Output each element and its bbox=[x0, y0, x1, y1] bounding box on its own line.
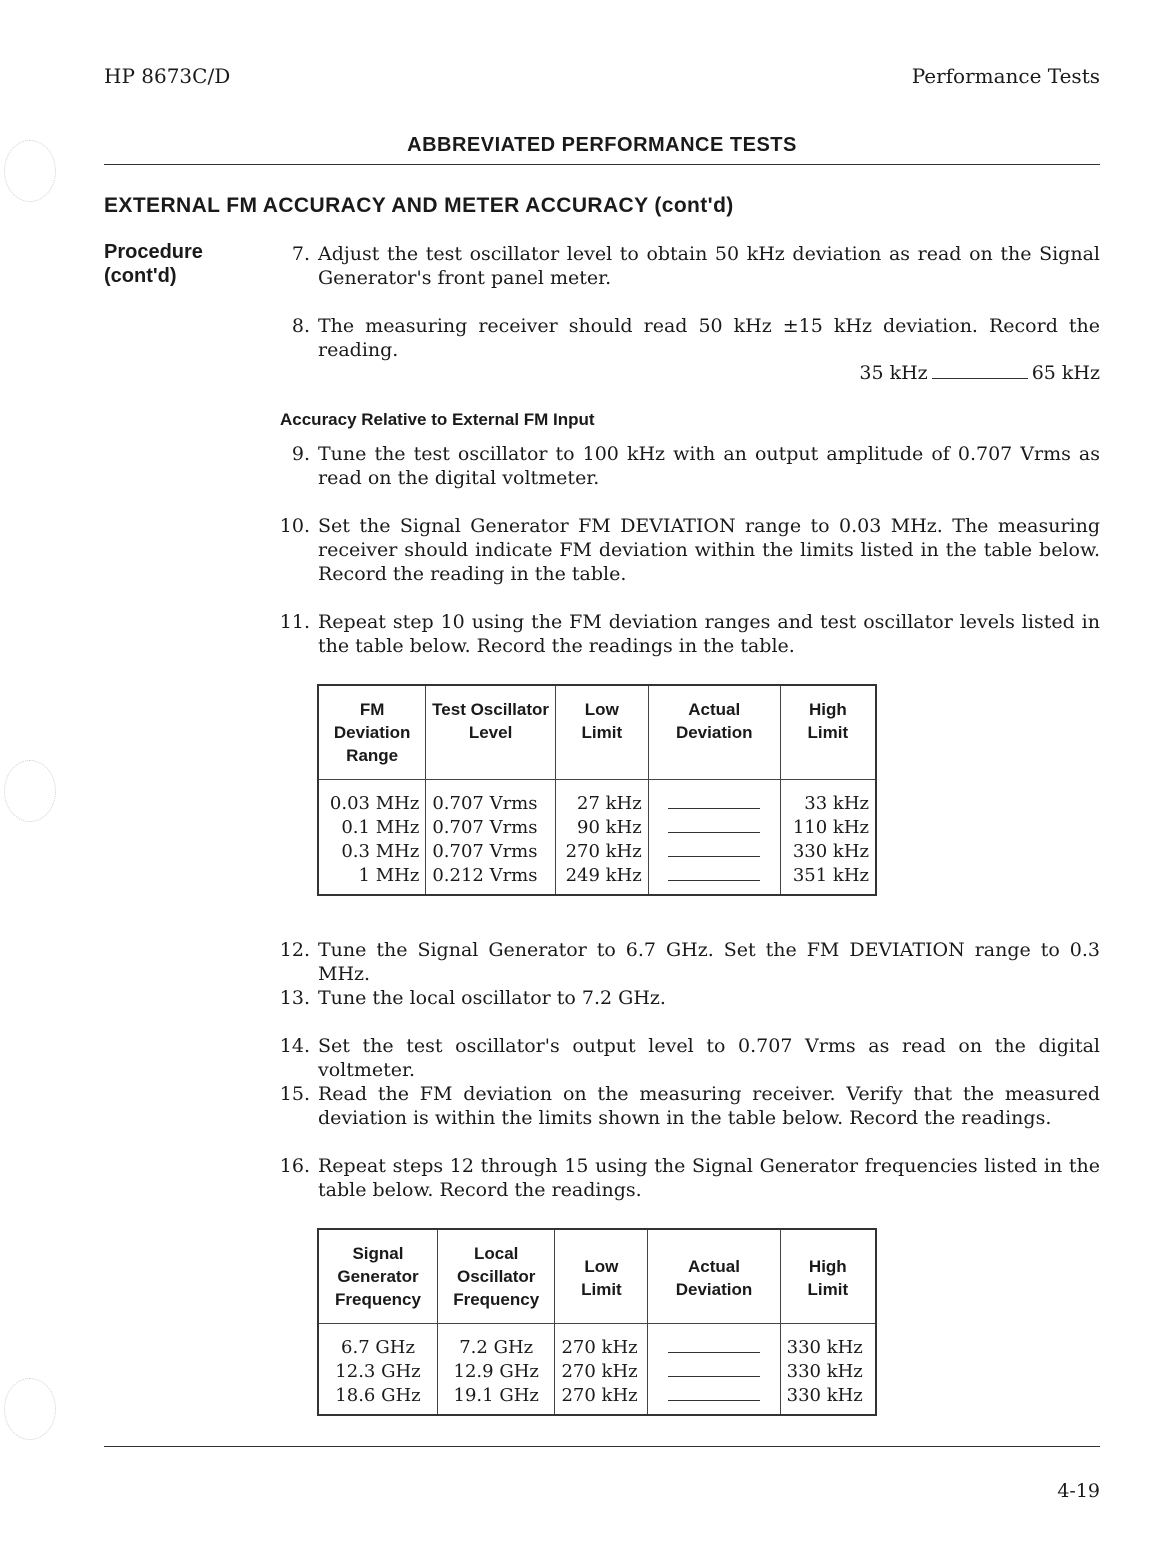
step-number: 12. bbox=[279, 939, 310, 961]
table-cell: 330 kHz bbox=[780, 840, 876, 864]
column-header: Low Limit bbox=[555, 1229, 648, 1323]
table-cell: 330 kHz bbox=[780, 1384, 876, 1415]
record-cell[interactable] bbox=[648, 1384, 780, 1415]
step-15 bbox=[278, 1082, 1100, 1130]
table-cell: 1 MHz bbox=[358, 864, 420, 886]
table-cell: 0.707 Vrms bbox=[426, 779, 556, 816]
step-14 bbox=[278, 1034, 1100, 1082]
table-cell: 90 kHz bbox=[555, 816, 648, 840]
footer-rule bbox=[104, 1446, 1100, 1447]
table-row bbox=[318, 779, 876, 816]
table-row bbox=[318, 816, 876, 840]
step-11 bbox=[278, 610, 1100, 658]
table-cell: 12.9 GHz bbox=[437, 1360, 555, 1384]
step-text: Tune the local oscillator to 7.2 GHz. bbox=[318, 987, 666, 1009]
column-header: Actual Deviation bbox=[648, 685, 780, 779]
record-cell[interactable] bbox=[648, 864, 780, 895]
step-8 bbox=[278, 314, 1100, 362]
column-header: Low Limit bbox=[555, 685, 648, 779]
table-cell: 7.2 GHz bbox=[437, 1323, 555, 1360]
step-text: Repeat steps 12 through 15 using the Signal Generator frequencies listed in the table below. Record the readings. bbox=[318, 1155, 1100, 1201]
record-cell[interactable] bbox=[648, 840, 780, 864]
limit-high: 65 kHz bbox=[1031, 362, 1100, 384]
table-cell: 330 kHz bbox=[780, 1323, 876, 1360]
step-7 bbox=[278, 242, 1100, 290]
table-cell: 270 kHz bbox=[555, 1360, 648, 1384]
step-10 bbox=[278, 514, 1100, 586]
section-title: EXTERNAL FM ACCURACY AND METER ACCURACY (cont'd) bbox=[104, 194, 734, 217]
table-row bbox=[318, 864, 876, 895]
record-cell[interactable] bbox=[648, 779, 780, 816]
fm-deviation-table bbox=[317, 684, 877, 896]
table-header-row bbox=[318, 685, 876, 779]
table-row bbox=[318, 1384, 876, 1415]
side-label-line: (cont'd) bbox=[104, 265, 177, 287]
table-cell: 110 kHz bbox=[780, 816, 876, 840]
table-row bbox=[318, 1323, 876, 1360]
record-cell[interactable] bbox=[648, 1323, 780, 1360]
column-header: High Limit bbox=[780, 1229, 876, 1323]
step-text: Set the test oscillator's output level to 0.707 Vrms as read on the digital voltmeter. bbox=[318, 1035, 1100, 1081]
table-cell: 0.212 Vrms bbox=[426, 864, 556, 895]
column-header: FM Deviation Range bbox=[318, 685, 426, 779]
table-cell: 0.707 Vrms bbox=[426, 816, 556, 840]
step-12 bbox=[278, 938, 1100, 986]
step-9 bbox=[278, 442, 1100, 490]
table-cell: 0.707 Vrms bbox=[426, 840, 556, 864]
step-13 bbox=[278, 986, 1100, 1010]
table-header-row bbox=[318, 1229, 876, 1323]
table-cell: 330 kHz bbox=[780, 1360, 876, 1384]
punch-hole bbox=[4, 140, 56, 202]
table-cell: 33 kHz bbox=[780, 779, 876, 816]
step-8-limits bbox=[859, 362, 1100, 384]
step-number: 7. bbox=[291, 243, 310, 265]
table-cell: 0.3 MHz bbox=[341, 840, 420, 862]
running-header-chapter: Performance Tests bbox=[911, 64, 1100, 88]
side-label-line: Procedure bbox=[104, 241, 203, 263]
header-rule bbox=[104, 164, 1100, 165]
step-16 bbox=[278, 1154, 1100, 1202]
step-number: 8. bbox=[291, 315, 310, 337]
step-text: Set the Signal Generator FM DEVIATION range to 0.03 MHz. The measuring receiver should indicate FM deviation within the limits listed in the table below. Record the reading in the table. bbox=[318, 515, 1100, 585]
column-header: Test Oscillator Level bbox=[426, 685, 556, 779]
table-row bbox=[318, 840, 876, 864]
step-text: Adjust the test oscillator level to obtain 50 kHz deviation as read on the Signal Generator's front panel meter. bbox=[318, 243, 1100, 289]
step-number: 15. bbox=[279, 1083, 310, 1105]
punch-hole bbox=[4, 1378, 56, 1440]
step-text: Repeat step 10 using the FM deviation ranges and test oscillator levels listed in the table below. Record the readings in the table. bbox=[318, 611, 1100, 657]
page-number: 4-19 bbox=[1057, 1480, 1100, 1502]
record-blank[interactable] bbox=[932, 362, 1028, 379]
step-number: 16. bbox=[279, 1155, 310, 1177]
table-cell: 270 kHz bbox=[555, 840, 648, 864]
table-cell: 351 kHz bbox=[780, 864, 876, 895]
step-text: Tune the test oscillator to 100 kHz with an output amplitude of 0.707 Vrms as read on the digital voltmeter. bbox=[318, 443, 1100, 489]
table-cell: 270 kHz bbox=[555, 1323, 648, 1360]
running-header-model: HP 8673C/D bbox=[104, 64, 231, 88]
table-cell: 27 kHz bbox=[555, 779, 648, 816]
table-row bbox=[318, 1360, 876, 1384]
step-number: 13. bbox=[279, 987, 310, 1009]
table-cell: 0.03 MHz bbox=[329, 792, 420, 814]
column-header: High Limit bbox=[780, 685, 876, 779]
step-number: 9. bbox=[291, 443, 310, 465]
column-header: Actual Deviation bbox=[648, 1229, 780, 1323]
punch-hole bbox=[4, 760, 56, 822]
step-number: 10. bbox=[279, 515, 310, 537]
step-number: 14. bbox=[279, 1035, 310, 1057]
column-header: Signal Generator Frequency bbox=[318, 1229, 437, 1323]
table-cell: 0.1 MHz bbox=[341, 816, 420, 838]
subsection-heading: Accuracy Relative to External FM Input bbox=[280, 410, 595, 429]
step-number: 11. bbox=[279, 611, 310, 633]
limit-low: 35 kHz bbox=[859, 362, 928, 384]
column-header: Local Oscillator Frequency bbox=[437, 1229, 555, 1323]
frequency-table bbox=[317, 1228, 877, 1416]
page-title: ABBREVIATED PERFORMANCE TESTS bbox=[407, 134, 797, 156]
table-cell: 18.6 GHz bbox=[335, 1384, 421, 1406]
step-text: Tune the Signal Generator to 6.7 GHz. Set the FM DEVIATION range to 0.3 MHz. bbox=[318, 939, 1100, 985]
table-cell: 12.3 GHz bbox=[335, 1360, 421, 1382]
table-cell: 6.7 GHz bbox=[341, 1336, 415, 1358]
table-cell: 270 kHz bbox=[555, 1384, 648, 1415]
table-cell: 19.1 GHz bbox=[437, 1384, 555, 1415]
step-text: Read the FM deviation on the measuring receiver. Verify that the measured deviation is within the limits shown in the table below. Record the readings. bbox=[318, 1083, 1100, 1129]
record-cell[interactable] bbox=[648, 1360, 780, 1384]
table-cell: 249 kHz bbox=[555, 864, 648, 895]
side-label bbox=[104, 240, 203, 288]
record-cell[interactable] bbox=[648, 816, 780, 840]
step-text: The measuring receiver should read 50 kHz ±15 kHz deviation. Record the reading. bbox=[318, 315, 1100, 361]
